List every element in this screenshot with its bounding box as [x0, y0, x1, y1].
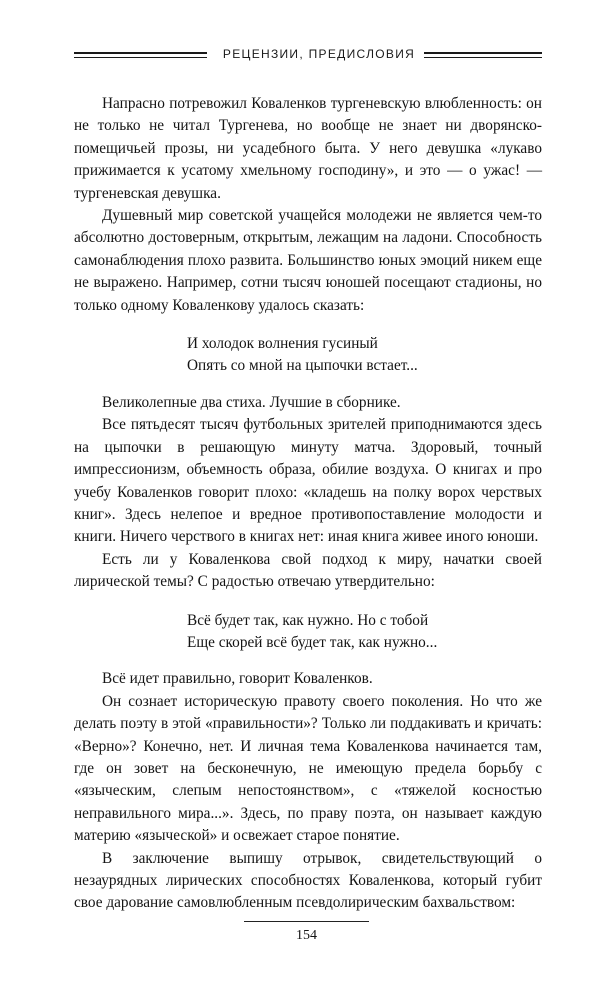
page-number: 154 [296, 928, 317, 943]
paragraph-2: Душевный мир советской учащейся молодежи не является чем-то абсолютно достоверным, открытым, лежащим на ладони. Способность самонаблюдения плохо развита. Большинство юных эмоций никем еще не выражено. Например, сотни тысяч юношей посещают стадионы, но только одному Коваленкову удалось сказать: [74, 207, 542, 314]
verse-line: И холодок волнения гусиный [187, 335, 378, 353]
verse-1 [187, 333, 542, 378]
body-text [74, 93, 542, 915]
verse-2 [187, 610, 542, 655]
paragraph-4: Все пятьдесят тысяч футбольных зрителей приподнимаются здесь на цыпочки в решающую минуту матча. Здоровый, точный импрессионизм, объемность образа, обилие воздуха. О книгах и про учебу Коваленков говорит плохо: «кладешь на полку ворох черствых книг». Здесь нелепое и вредное противопоставление молодости и книги. Ничего черствого в книгах нет: иная книга живее иного юноши. [74, 416, 542, 546]
paragraph-5: Есть ли у Коваленкова свой подход к миру, начатки своей лирической темы? С радостью отвечаю утвердительно: [74, 550, 542, 591]
footer-rule [244, 921, 369, 922]
header-title: РЕЦЕНЗИИ, ПРЕДИСЛОВИЯ [222, 47, 416, 61]
paragraph-8: В заключение выпишу отрывок, свидетельствующий о незаурядных лирических способностях Коваленкова, который губит свое дарование самовлюбленным псевдолирическим бахвальством: [74, 849, 542, 912]
running-header [74, 47, 542, 69]
paragraph-3: Великолепные два стиха. Лучшие в сборнике. [102, 393, 401, 411]
header-rule-left [74, 52, 207, 58]
paragraph-7: Он сознает историческую правоту своего поколения. Но что же делать поэту в этой «правильности»? Только ли поддакивать и кричать: «Верно»? Конечно, нет. И личная тема Коваленкова начинается там, где он зовет на бесконечную, не имеющую предела борьбу с «языческим, слепым непостоянством», с «тяжелой косностью неправильного мира...». Здесь, по праву поэта, он называет каждую материю «языческой» и освежает старое понятие. [74, 692, 542, 845]
verse-line: Всё будет так, как нужно. Но с тобой [187, 611, 429, 629]
header-rule-right [424, 52, 542, 58]
verse-line: Еще скорей всё будет так, как нужно... [187, 633, 438, 651]
paragraph-1: Напрасно потревожил Коваленков тургеневскую влюбленность: он не только не читал Тургенева, но вообще не знает ни дворянско-помещичьей прозы, ни усадебного быта. У него девушка «лукаво прижимается к усатому хмельному господину», и это — о ужас! — тургеневская девушка. [74, 95, 542, 202]
verse-line: Опять со мной на цыпочки встает... [187, 357, 418, 375]
paragraph-6: Всё идет правильно, говорит Коваленков. [102, 670, 373, 688]
